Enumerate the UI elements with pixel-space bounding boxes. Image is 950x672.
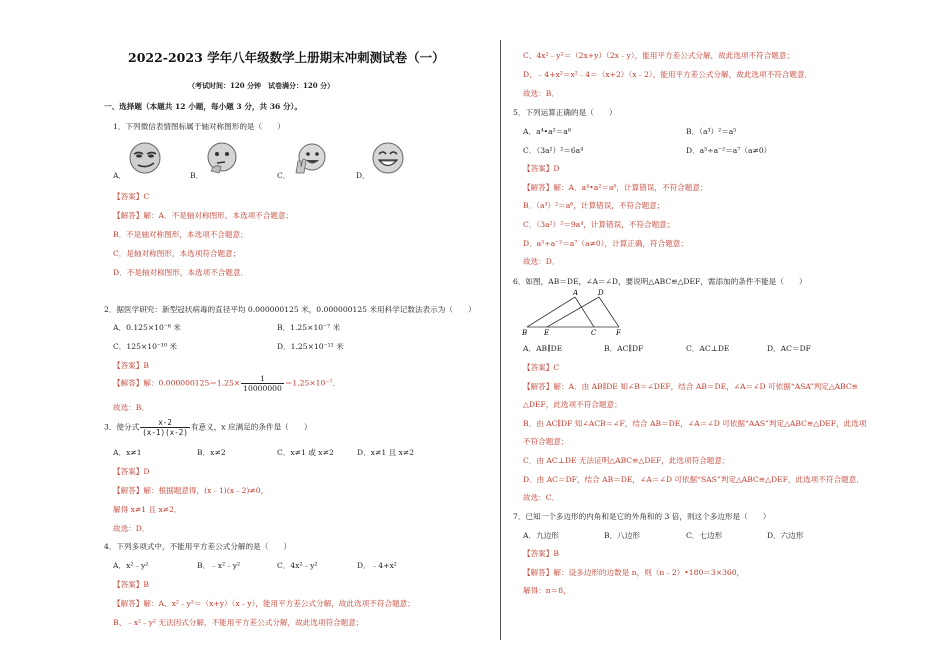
page-title: 2022-2023 学年八年级数学上册期末冲刺测试卷（一） (128, 50, 445, 65)
q6-explanation-line: △DEF，此选项不符合题意； (523, 400, 622, 409)
q2-explanation-result: ＝1.25×10⁻⁷． (284, 378, 340, 388)
q3-answer: 【答案】D (113, 467, 150, 476)
q2-option-b: B．1.25×10⁻⁷ 米 (277, 323, 341, 332)
q3-option-b: B．x≠2 (197, 448, 226, 457)
q2-fraction (241, 374, 284, 393)
q1-option-a: A． (113, 171, 127, 180)
q2-explanation (113, 374, 340, 393)
q6-option-a: A．AB∥DE (523, 344, 563, 353)
q1-answer: 【答案】C (113, 192, 150, 201)
thinking-emoji-icon (205, 141, 239, 175)
q6-explanation-line: D．由 AC＝DF，结合 AB＝DE，∠A＝∠D 可依据“SAS”判定△ABC≌△DEF，此选项不符合题意． (523, 475, 864, 484)
q5-option-b: B．（a³）²＝a⁵ (686, 127, 737, 136)
q5-explanation-line: B．（a³）²＝a⁶，计算错误，不符合题意； (523, 201, 665, 210)
q7-option-c: C．七边形 (686, 531, 723, 540)
q6-explanation-line: B．由 AC∥DF 知∠ACB＝∠F，结合 AB＝DE，∠A＝∠D 可依据“AAS”判定△ABC≌△DEF，此选项 (523, 419, 867, 428)
q6-explanation-line: 不符合题意； (523, 437, 569, 446)
q4-explanation-line: B、﹣x²﹣y² 无法因式分解，不能用平方差公式分解，故此选项符合题意； (113, 618, 364, 627)
q5-answer: 【答案】D (523, 164, 560, 173)
q2-option-d: D．1.25×10⁻¹¹ 米 (277, 342, 344, 351)
q6-stem: 6．如图，AB＝DE，∠A＝∠D，要说明△ABC≌△DEF，需添加的条件不能是（ ） (513, 277, 807, 286)
q3-choice: 故选：D． (113, 524, 150, 533)
q3-stem-pre: 3．使分式 (104, 422, 140, 432)
q6-option-b: B．AC∥DF (604, 344, 644, 353)
q1-option-b: B． (190, 171, 204, 180)
q3-stem-post: 有意义，x 应满足的条件是（ ） (190, 422, 312, 432)
q4-choice: 故选：B． (523, 89, 559, 98)
q1-explanation-line: C．是轴对称图形，本选项符合题意； (113, 249, 241, 258)
q1-option-c: C． (277, 171, 291, 180)
triangle-figure (519, 287, 629, 337)
right-column (505, 0, 950, 672)
q6-explanation-line: C．由 AC⊥DE 无法证明△ABC≌△DEF，此选项符合题意； (523, 456, 730, 465)
q5-option-c: C．（3a²）²＝6a⁴ (523, 146, 584, 155)
q1-explanation-line: 【解答】解：A．不是轴对称图形，本选项不合题意； (113, 211, 294, 220)
q1-stem: 1．下列微信表情图标属于轴对称图形的是（ ） (113, 122, 285, 131)
smirk-emoji-icon (128, 141, 162, 175)
exam-info: （考试时间：120 分钟 试卷满分：120 分） (188, 81, 335, 90)
point-label: D (598, 289, 604, 297)
q7-explanation-line: 解得：n＝8， (523, 586, 571, 595)
q2-fraction-numerator: 1 (241, 374, 284, 384)
q4-stem: 4．下列多项式中，不能用平方差公式分解的是（ ） (104, 542, 292, 551)
q4-explanation-line: C、4x²﹣y²＝（2x+y）（2x﹣y），能用平方差公式分解，故此选项不符合题意； (523, 51, 795, 60)
q1-option-d: D． (356, 171, 370, 180)
q4-option-b: B．﹣x²﹣y² (197, 561, 241, 570)
q5-option-d: D．a⁵÷a⁻²＝a⁷（a≠0） (686, 146, 772, 155)
q4-explanation-line: D、﹣4+x²＝x²﹣4＝（x+2）（x﹣2），能用平方差公式分解，故此选项不符合题意． (523, 70, 813, 79)
q5-explanation-line: 【解答】解：A．a⁴•a²＝a⁶，计算错误，不符合题意； (523, 183, 708, 192)
q3-explanation-line: 【解答】解：根据题意得，(x﹣1)(x﹣2)≠0， (113, 486, 269, 495)
q3-option-d: D．x≠1 且 x≠2 (357, 448, 415, 457)
victory-emoji-icon (293, 141, 327, 175)
q1-explanation-line: B．不是轴对称图形，本选项不合题意； (113, 230, 248, 239)
q6-option-c: C．AC⊥DE (686, 344, 730, 353)
q7-explanation-line: 【解答】解：设多边形的边数是 n，则（n﹣2）•180＝3×360， (523, 568, 745, 577)
q5-explanation-line: C．（3a²）²＝9a⁴，计算错误，不符合题意； (523, 220, 675, 229)
point-label: A (573, 289, 579, 297)
q7-option-d: D．六边形 (767, 531, 804, 540)
q2-choice: 故选：B． (113, 403, 149, 412)
grin-emoji-icon (371, 141, 405, 175)
q2-fraction-denominator: 10000000 (243, 384, 282, 393)
q5-option-a: A．a⁴•a²＝a⁸ (523, 127, 571, 136)
column-divider (500, 40, 501, 640)
q2-explanation-text: 【解答】解：0.000000125＝1.25× (113, 378, 241, 388)
q4-option-d: D．﹣4+x² (357, 561, 397, 570)
q2-stem: 2．据医学研究：新型冠状病毒的直径平均 0.000000125 米，0.000000125 米用科学记数法表示为（ ） (104, 305, 476, 314)
q3-stem (104, 418, 312, 437)
q3-option-c: C．x≠1 或 x≠2 (277, 448, 334, 457)
q4-option-c: C．4x²﹣y² (277, 561, 318, 570)
q3-fraction-denominator: (x-1)(x-2) (142, 428, 188, 437)
q7-option-b: B．八边形 (604, 531, 640, 540)
q4-explanation-line: 【解答】解：A、x²﹣y²＝（x+y）（x﹣y），能用平方差公式分解，故此选项不符合题意； (113, 599, 415, 608)
section-heading: 一、选择题（本题共 12 小题，每小题 3 分，共 36 分）。 (104, 102, 302, 111)
q6-option-d: D．AC＝DF (767, 344, 811, 353)
point-label: C (591, 329, 597, 337)
q7-answer: 【答案】B (523, 549, 559, 558)
q6-explanation-line: 【解答】解：A．由 AB∥DE 知∠B＝∠DEF，结合 AB＝DE，∠A＝∠D 可依据“ASA”判定△ABC≌ (523, 382, 859, 391)
q2-option-c: C．125×10⁻¹⁰ 米 (113, 342, 178, 351)
point-label: B (522, 329, 528, 337)
q3-fraction-numerator: x-2 (140, 418, 190, 428)
q2-option-a: A．0.125×10⁻⁶ 米 (113, 323, 181, 332)
q7-stem: 7．已知一个多边形的内角和是它的外角和的 3 倍，则这个多边形是（ ） (513, 512, 771, 521)
q6-choice: 故选：C． (523, 493, 560, 502)
point-label: F (616, 329, 621, 337)
point-label: E (544, 329, 550, 337)
q7-option-a: A．九边形 (523, 531, 559, 540)
q3-explanation-line: 解得 x≠1 且 x≠2． (113, 505, 182, 514)
q5-stem: 5．下列运算正确的是（ ） (513, 108, 617, 117)
q3-option-a: A．x≠1 (113, 448, 142, 457)
q2-answer: 【答案】B (113, 361, 149, 370)
q1-explanation-line: D．不是轴对称图形，本选项不合题意． (113, 268, 249, 277)
q4-option-a: A．x²﹣y² (113, 561, 149, 570)
q3-fraction (140, 418, 190, 437)
q6-answer: 【答案】C (523, 363, 560, 372)
q5-explanation-line: D．a⁵÷a⁻²＝a⁷（a≠0），计算正确，符合题意； (523, 239, 688, 248)
q5-choice: 故选：D． (523, 257, 560, 266)
q4-answer: 【答案】B (113, 580, 149, 589)
